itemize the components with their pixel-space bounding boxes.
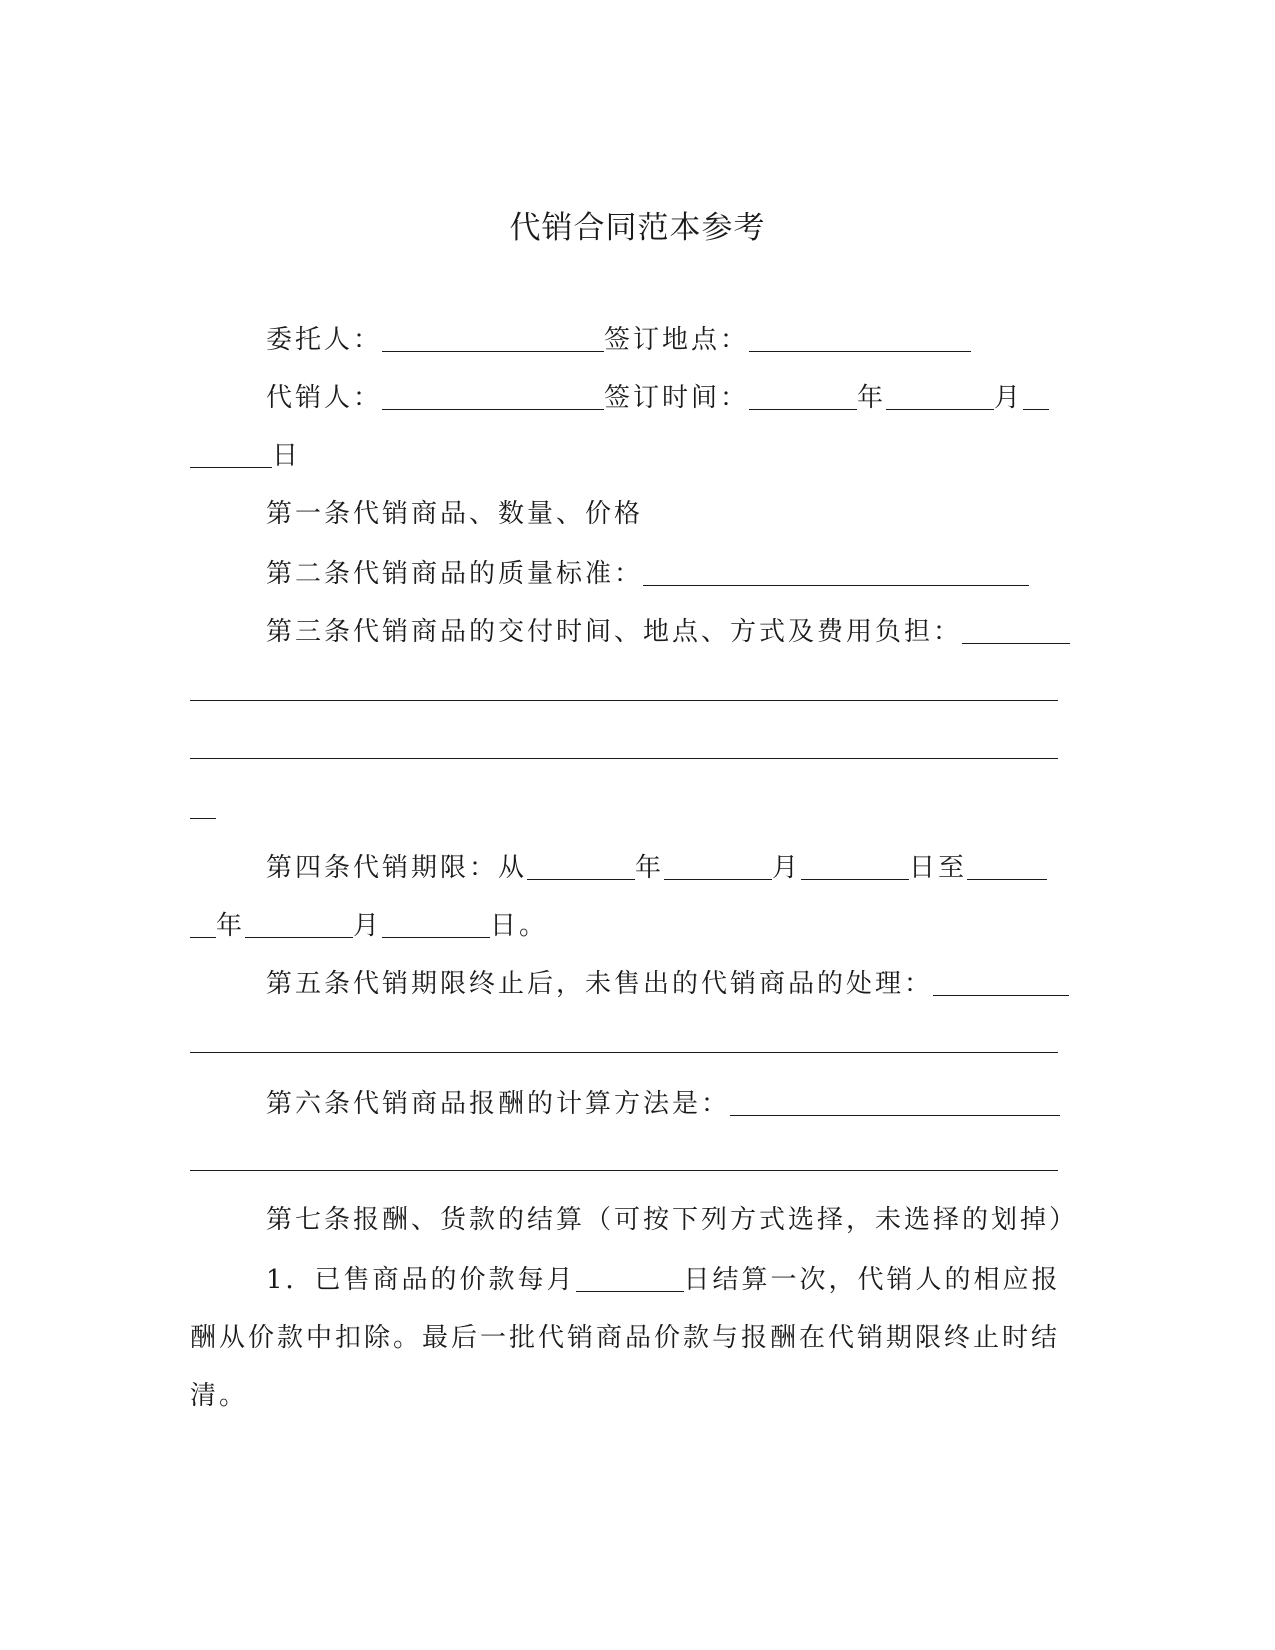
article-7-item-1: [266, 1262, 1070, 1298]
article-5: [266, 966, 1070, 1002]
article-4-year2-label: 年: [216, 911, 246, 941]
article-7-item-1-line-2: 酬从价款中扣除。最后一批代销商品价款与报酬在代销期限终止时结: [190, 1323, 1061, 1353]
sign-day-blank-part2[interactable]: [190, 439, 272, 468]
article-2: [266, 556, 1070, 592]
article-4: [266, 850, 1070, 886]
sign-place-blank[interactable]: [749, 323, 971, 352]
article-1: 第一条代销商品、数量、价格: [266, 499, 644, 529]
sign-time-label: 签订时间：: [604, 383, 750, 413]
item-1-day-blank[interactable]: [576, 1263, 684, 1292]
article-7: 第七条报酬、货款的结算（可按下列方式选择，未选择的划掉）: [266, 1205, 1079, 1235]
article-3-rule-1[interactable]: [190, 700, 1058, 701]
article-2-blank[interactable]: [643, 557, 1029, 586]
article-4-year-label: 年: [635, 853, 665, 883]
article-4-from-month-blank[interactable]: [664, 851, 772, 880]
document-title: 代销合同范本参考: [509, 210, 766, 246]
line-agent: [266, 380, 1070, 416]
client-blank[interactable]: [382, 323, 604, 352]
article-4-to-day-blank[interactable]: [382, 909, 490, 938]
article-4-month-label: 月: [772, 853, 802, 883]
item-1-suffix: 日结算一次，代销人的相应报: [683, 1265, 1061, 1295]
article-5-rule[interactable]: [190, 1052, 1058, 1053]
article-4-label: 第四条代销期限：从: [266, 853, 528, 883]
article-7-item-1-line-3: 清。: [190, 1381, 249, 1411]
sign-year-label: 年: [857, 383, 887, 413]
line-client: [266, 322, 1070, 358]
sign-month-label: 月: [994, 383, 1024, 413]
agent-blank[interactable]: [382, 381, 604, 410]
article-4-from-year-blank[interactable]: [527, 851, 635, 880]
agent-label: 代销人：: [266, 383, 383, 413]
article-6-rule[interactable]: [190, 1170, 1058, 1171]
article-4-day-end-label: 日。: [490, 911, 549, 941]
article-3-rule-3[interactable]: [190, 818, 216, 819]
item-1-prefix: 1．已售商品的价款每月: [266, 1265, 576, 1295]
article-3: [266, 614, 1070, 650]
sign-year-blank[interactable]: [749, 381, 857, 410]
article-6: [266, 1086, 1070, 1122]
article-2-label: 第二条代销商品的质量标准：: [266, 559, 644, 589]
article-4-to-year-blank-part1[interactable]: [967, 851, 1047, 880]
sign-day-blank-part1[interactable]: [1023, 381, 1049, 410]
sign-place-label: 签订地点：: [604, 325, 750, 355]
article-4-day-to-label: 日至: [909, 853, 968, 883]
sign-month-blank[interactable]: [886, 381, 994, 410]
article-4-to-month-blank[interactable]: [245, 909, 353, 938]
article-4-to-year-blank-part2[interactable]: [190, 909, 216, 938]
article-3-label: 第三条代销商品的交付时间、地点、方式及费用负担：: [266, 617, 963, 647]
line-agent-cont: [190, 438, 1070, 474]
article-6-blank[interactable]: [730, 1087, 1060, 1116]
sign-day-label: 日: [272, 441, 302, 471]
article-3-rule-2[interactable]: [190, 758, 1058, 759]
client-label: 委托人：: [266, 325, 383, 355]
article-4-from-day-blank[interactable]: [801, 851, 909, 880]
article-4-cont: [190, 908, 1070, 944]
article-5-blank[interactable]: [933, 967, 1069, 996]
article-6-label: 第六条代销商品报酬的计算方法是：: [266, 1089, 731, 1119]
article-5-label: 第五条代销期限终止后，未售出的代销商品的处理：: [266, 969, 934, 999]
article-3-blank[interactable]: [962, 615, 1070, 644]
article-4-month2-label: 月: [353, 911, 383, 941]
